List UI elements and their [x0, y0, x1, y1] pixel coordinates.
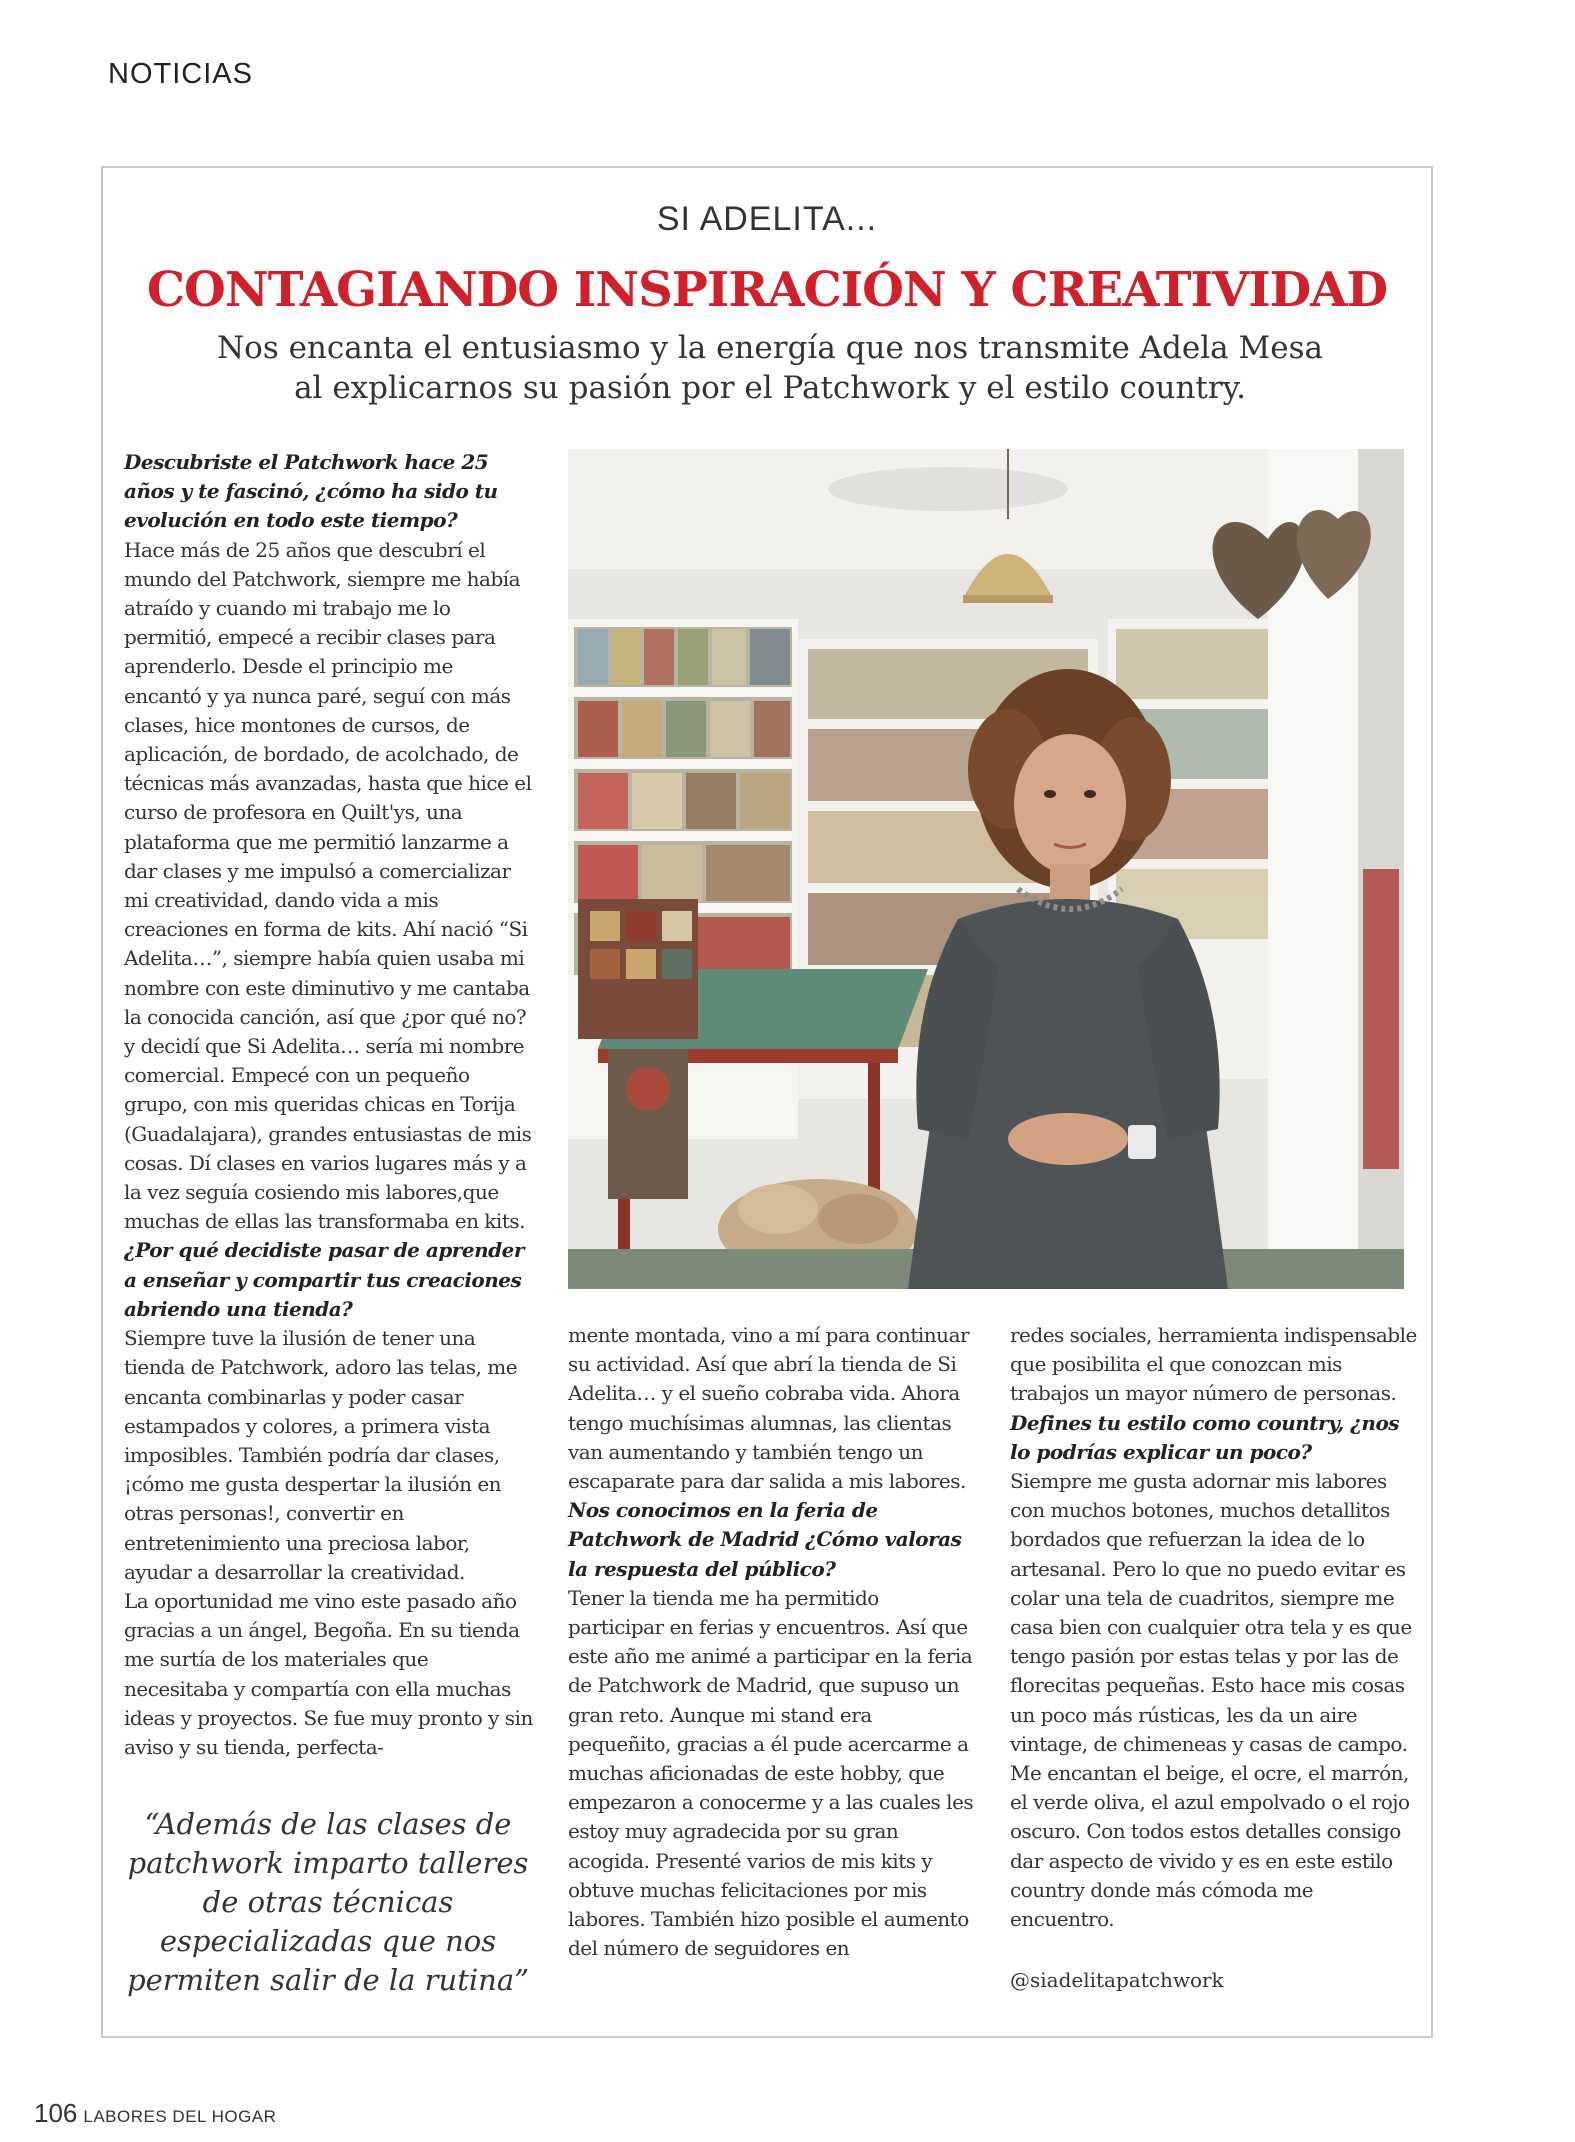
magazine-name: LABORES DEL HOGAR [83, 2107, 277, 2126]
answer-3-end: redes sociales, herramienta indispensable que posibilita el que conozcan mis trabajos un mayor número de personas. [1010, 1323, 1417, 1406]
question-3: Nos conocimos en la feria de Patchwork de Madrid ¿Cómo valoras la respuesta del público? [568, 1498, 962, 1581]
section-label: NOTICIAS [108, 58, 253, 90]
answer-3-start: Tener la tienda me ha permitido participar en ferias y encuentros. Así que este año me animé a participar en la feria de Patchwork de Madrid, que supuso un gran reto. Aunque mi stand era pequeñito, gracias a él pude acercarme a muchas aficionadas de este hobby, que empezaron a conocerme y a las cuales les estoy muy agradecida por su gran acogida. Presenté varios de mis kits y obtuve muchas felicitaciones por mis labores. También hizo posible el aumento del número de seguidores en [568, 1585, 974, 1961]
question-2: ¿Por qué decidiste pasar de aprender a enseñar y compartir tus creaciones abriendo una tienda? [124, 1238, 524, 1321]
standfirst-line-1: Nos encanta el entusiasmo y la energía que nos transmite Adela Mesa [217, 330, 1323, 366]
article-photo [568, 449, 1404, 1289]
social-handle: @siadelitapatchwork [1010, 1968, 1224, 1992]
text-column-2 [568, 1321, 978, 1963]
article-headline: CONTAGIANDO INSPIRACIÓN Y CREATIVIDAD [146, 262, 1388, 318]
answer-4: Siempre me gusta adornar mis labores con muchos botones, muchos detallitos bordados que refuerzan la idea de lo artesanal. Pero lo que no puedo evitar es colar una tela de cuadritos, siempre me casa bien con cualquier otra tela y es que tengo pasión por estas telas y por las de florecitas pequeñas. Esto hace mis cosas un poco más rústicas, les da un aire vintage, de chimeneas y casas de campo. Me encantan el beige, el ocre, el marrón, el verde oliva, el azul empolvado o el rojo oscuro. Con todos estos detalles consigo dar aspecto de vivido y es en este estilo country donde más cómoda me encuentro. [1010, 1469, 1412, 1932]
answer-2b-end: mente montada, vino a mí para continuar su actividad. Así que abrí la tienda de Si Adelita… y el sueño cobraba vida. Ahora tengo muchísimas alumnas, las clientas van aumentando y también tengo un escaparate para dar salida a mis labores. [568, 1323, 970, 1494]
page-footer [34, 2098, 276, 2129]
question-1: Descubriste el Patchwork hace 25 años y te fascinó, ¿cómo ha sido tu evolución en todo este tiempo? [124, 450, 498, 533]
pull-quote: “Además de las clases de patchwork imparto talleres de otras técnicas especializadas que nos permiten salir de la rutina” [127, 1807, 529, 1997]
page-number: 106 [34, 2098, 78, 2128]
text-column-1 [124, 448, 536, 1762]
standfirst-line-2: al explicarnos su pasión por el Patchwork y el estilo country. [294, 370, 1246, 406]
answer-2: Siempre tuve la ilusión de tener una tienda de Patchwork, adoro las telas, me encanta combinarlas y poder casar estampados y colores, a primera vista imposibles. También podría dar clases, ¡cómo me gusta despertar la ilusión en otras personas!, convertir en entretenimiento una preciosa labor, ayudar a desarrollar la creatividad. [124, 1326, 518, 1584]
article-kicker: SI ADELITA... [656, 200, 878, 238]
answer-1: Hace más de 25 años que descubrí el mundo del Patchwork, siempre me había atraído y cuando mi trabajo me lo permitió, empecé a recibir clases para aprenderlo. Desde el principio me encantó y ya nunca paré, seguí con más clases, hice montones de cursos, de aplicación, de bordado, de acolchado, de técnicas más avanzadas, hasta que hice el curso de profesora en Quilt'ys, una plataforma que me permitió lanzarme a dar clases y me impulsó a comercializar mi creatividad, dando vida a mis creaciones en forma de kits. Ahí nació “Si Adelita…”, siempre había quien usaba mi nombre con este diminutivo y me cantaba la conocida canción, así que ¿por qué no? y decidí que Si Adelita… sería mi nombre comercial. Empecé con un pequeño grupo, con mis queridas chicas en Torija (Guadalajara), grandes entusiastas de mis cosas. Dí clases en varios lugares más y a la vez seguía cosiendo mis labores,que muchas de ellas las transformaba en kits. [124, 537, 532, 1234]
article-standfirst [170, 328, 1370, 408]
text-column-3 [1010, 1321, 1420, 1934]
question-4: Defines tu estilo como country, ¿nos lo podrías explicar un poco? [1010, 1410, 1400, 1464]
answer-2b-start: La oportunidad me vino este pasado año gracias a un ángel, Begoña. En su tienda me surtía de los materiales que necesitaba y compartía con ella muchas ideas y proyectos. Se fue muy pronto y sin aviso y su tienda, perfecta- [124, 1588, 533, 1759]
